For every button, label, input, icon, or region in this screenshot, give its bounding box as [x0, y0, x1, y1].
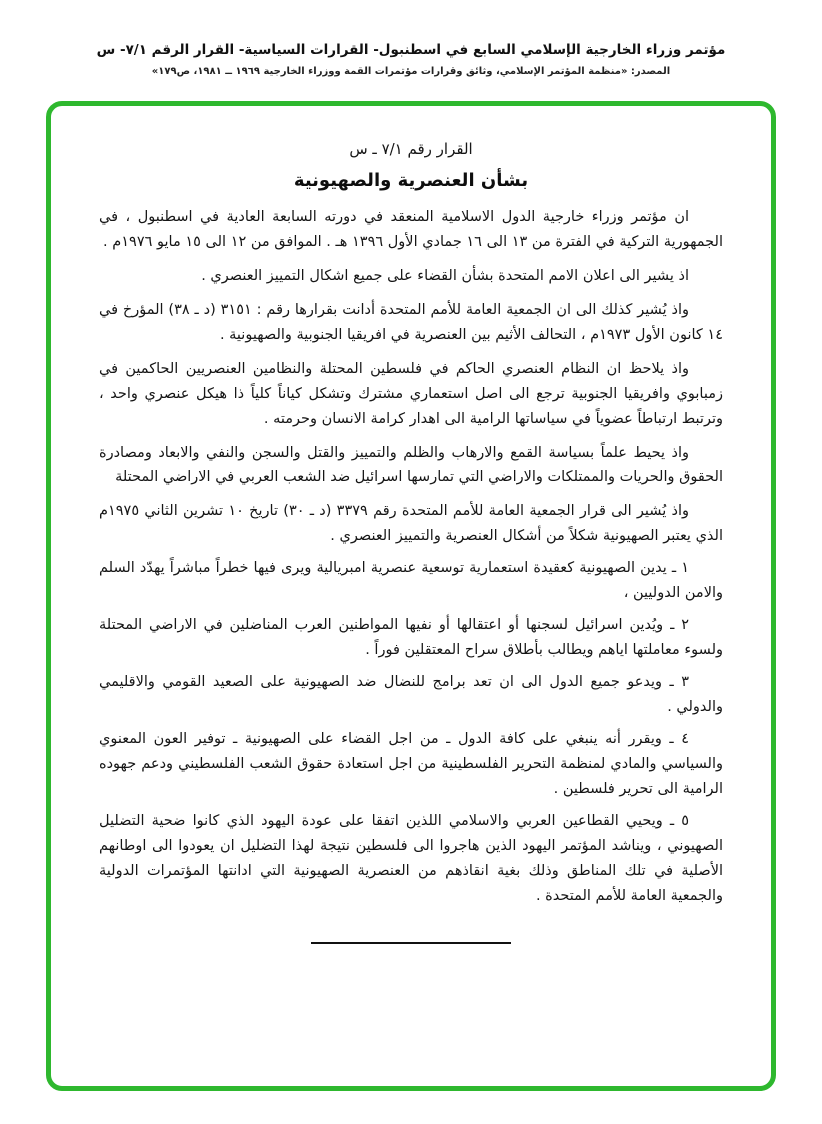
document-body	[99, 205, 723, 908]
paragraph-recital-2: واذ يُشير كذلك الى ان الجمعية العامة للأمم المتحدة أدانت بقرارها رقم : ٣١٥١ (د ـ ٣٨) المؤرخ في ١٤ كانون الأول ١٩٧٣م ، التحالف الأثيم بين العنصرية في افريقيا الجنوبية والصهيونية .	[99, 301, 723, 343]
footer-divider	[311, 942, 511, 944]
header-source: المصدر: «منظمة المؤتمر الإسلامي، وثائق وقرارات مؤتمرات القمة ووزراء الخارجية ١٩٦٩ ــ ١٩٨١، ص١٧٩»	[151, 66, 671, 77]
document-frame	[46, 101, 776, 1091]
paragraph-recital-5: واذ يُشير الى قرار الجمعية العامة للأمم المتحدة رقم ٣٣٧٩ (د ـ ٣٠) تاريخ ١٠ تشرين الثاني ١٩٧٥م الذي يعتبر الصهيونية شكلاً من أشكال العنصرية والتمييز العنصري .	[99, 503, 723, 545]
paragraph-item-4: ٤ ـ ويقرر أنه ينبغي على كافة الدول ـ من اجل القضاء على الصهيونية ـ توفير العون المعنوي والسياسي والمادي لمنظمة التحرير الفلسطينية من اجل استعادة حقوق الشعب الفلسطيني ودعم جهوده الرامية الى تحرير فلسطين .	[99, 730, 723, 797]
paragraph-recital-3: واذ يلاحظ ان النظام العنصري الحاكم في فلسطين المحتلة والنظامين العنصريين الحاكمين في زمبابوي وافريقيا الجنوبية ترجع الى اصل استعماري مشترك وتشكل كياناً كلياً ذا هيكل عنصري واحد ، وترتبط ارتباطاً عضوياً في سياساتها الرامية الى اهدار كرامة الانسان وحرمته .	[99, 360, 723, 427]
paragraph-item-3: ٣ ـ ويدعو جميع الدول الى ان تعد برامج للنضال ضد الصهيونية على الصعيد القومي والاقليمي والدولي .	[99, 674, 723, 715]
paragraph-recital-1: اذ يشير الى اعلان الامم المتحدة بشأن القضاء على جميع اشكال التمييز العنصري .	[201, 267, 689, 284]
paragraph-preamble: ان مؤتمر وزراء خارجية الدول الاسلامية المنعقد في دورته السابعة العادية في اسطنبول ، في الجمهورية التركية في الفترة من ١٣ الى ١٦ جمادي الأول ١٣٩٦ هـ . الموافق من ١٢ الى ١٥ مايو ١٩٧٦م .	[99, 209, 723, 250]
resolution-subject: بشأن العنصرية والصهيونية	[293, 170, 529, 191]
paragraph-item-5: ٥ ـ ويحيي القطاعين العربي والاسلامي اللذين اتفقا على عودة اليهود الذي كانوا ضحية التضليل الصهيوني ، ويناشد المؤتمر اليهود الذين هاجروا الى فلسطين نتيجة لهذا التضليل ان يعودوا الى اوطانهم الأصلية في تلك المناطق وذلك بغية انقاذهم من العنصرية الصهيونية التي ادانتها المؤتمرات الدولية والجمعية العامة للأمم المتحدة .	[99, 812, 723, 904]
resolution-number: القرار رقم ٧/١ ـ س	[349, 140, 473, 158]
page-header	[0, 0, 822, 77]
paragraph-item-2: ٢ ـ ويُدين اسرائيل لسجنها أو اعتقالها أو نفيها المواطنين العرب المناضلين في الاراضي المحتلة ولسوء معاملتها اياهم ويطالب بأطلاق سراح المعتقلين فوراً .	[99, 617, 723, 659]
paragraph-item-1: ١ ـ يدين الصهيونية كعقيدة استعمارية توسعية عنصرية امبريالية ويرى فيها خطراً مباشراً يهدّد السلم والامن الدوليين ،	[99, 560, 723, 602]
paragraph-recital-4: واذ يحيط علماً بسياسة القمع والارهاب والظلم والتمييز والقتل والسجن والنفي والابعاد ومصادرة الحقوق والحريات والممتلكات والاراضي التي تمارسها اسرائيل ضد الشعب العربي في الاراضي المحتلة	[99, 444, 723, 486]
header-title: مؤتمر وزراء الخارجية الإسلامي السابع في اسطنبول- القرارات السياسية- القرار الرقم ٧/١- س	[96, 42, 726, 58]
